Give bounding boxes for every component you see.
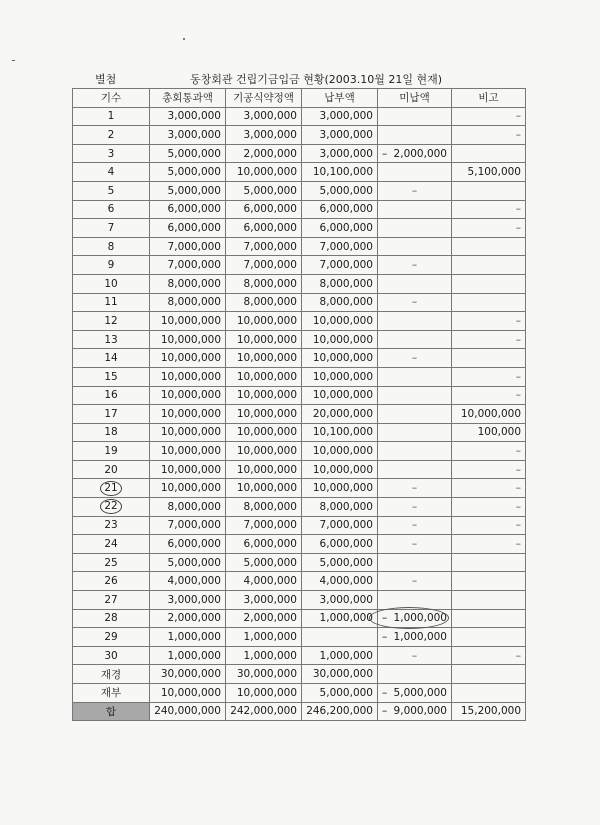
table-row — [73, 330, 526, 349]
cell-no — [73, 609, 150, 628]
cell-no — [73, 479, 150, 498]
cell-unpaid — [378, 367, 452, 386]
table-row — [73, 572, 526, 591]
cell-pledge: 8,000,000 — [226, 498, 302, 517]
class-no: 재경 — [100, 668, 122, 681]
cell-paid: 10,000,000 — [302, 349, 378, 368]
cell-pledge: 1,000,000 — [226, 646, 302, 665]
table-row — [73, 237, 526, 256]
table-row — [73, 386, 526, 405]
class-no: 17 — [104, 407, 118, 420]
cell-note — [452, 609, 526, 628]
table-row — [73, 460, 526, 479]
cell-total: 1,000,000 — [150, 628, 226, 647]
cell-unpaid — [378, 386, 452, 405]
cell-total: 6,000,000 — [150, 535, 226, 554]
cell-paid: 3,000,000 — [302, 126, 378, 145]
minus-sign: – — [382, 147, 388, 160]
cell-paid: 7,000,000 — [302, 256, 378, 275]
cell-unpaid — [378, 628, 452, 647]
cell-no — [73, 219, 150, 238]
handwritten-oval-mark — [369, 607, 449, 629]
cell-pledge: 5,000,000 — [226, 181, 302, 200]
cell-total: 10,000,000 — [150, 684, 226, 703]
table-row — [73, 553, 526, 572]
table-row — [73, 516, 526, 535]
cell-note — [452, 572, 526, 591]
cell-unpaid: – — [378, 646, 452, 665]
table-row — [73, 423, 526, 442]
cell-pledge: 6,000,000 — [226, 200, 302, 219]
cell-note — [452, 293, 526, 312]
cell-note: – — [452, 479, 526, 498]
cell-note — [452, 628, 526, 647]
table-body — [73, 107, 526, 721]
total-row — [73, 702, 526, 721]
cell-unpaid: – — [378, 349, 452, 368]
cell-total: 10,000,000 — [150, 423, 226, 442]
cell-pledge: 8,000,000 — [226, 293, 302, 312]
cell-note — [452, 591, 526, 610]
cell-paid: 7,000,000 — [302, 516, 378, 535]
cell-note: 15,200,000 — [452, 702, 526, 721]
cell-pledge: 8,000,000 — [226, 274, 302, 293]
class-no: 26 — [104, 575, 118, 588]
cell-paid: 1,000,000 — [302, 646, 378, 665]
cell-pledge: 10,000,000 — [226, 349, 302, 368]
circled-class-no: 21 — [100, 481, 121, 496]
class-no: 6 — [107, 203, 115, 216]
cell-paid: 10,100,000 — [302, 163, 378, 182]
cell-paid: 8,000,000 — [302, 498, 378, 517]
cell-total: 8,000,000 — [150, 293, 226, 312]
cell-note: – — [452, 535, 526, 554]
cell-no — [73, 665, 150, 684]
class-no: 28 — [104, 612, 118, 625]
cell-no — [73, 312, 150, 331]
class-no: 16 — [104, 389, 118, 402]
cell-note: – — [452, 498, 526, 517]
col-header-remarks: 비고 — [452, 89, 526, 108]
cell-paid: 20,000,000 — [302, 405, 378, 424]
cell-paid: 10,000,000 — [302, 460, 378, 479]
cell-pledge: 10,000,000 — [226, 386, 302, 405]
class-no: 15 — [104, 370, 118, 383]
cell-unpaid — [378, 200, 452, 219]
cell-no — [73, 163, 150, 182]
cell-no — [73, 367, 150, 386]
cell-total: 4,000,000 — [150, 572, 226, 591]
table-row — [73, 498, 526, 517]
cell-total: 10,000,000 — [150, 386, 226, 405]
cell-unpaid — [378, 107, 452, 126]
cell-total: 7,000,000 — [150, 237, 226, 256]
cell-note: – — [452, 219, 526, 238]
cell-pledge: 7,000,000 — [226, 256, 302, 275]
cell-pledge: 10,000,000 — [226, 312, 302, 331]
cell-note — [452, 256, 526, 275]
cell-pledge: 10,000,000 — [226, 423, 302, 442]
cell-total: 3,000,000 — [150, 126, 226, 145]
cell-unpaid — [378, 665, 452, 684]
cell-unpaid — [378, 405, 452, 424]
cell-unpaid — [378, 126, 452, 145]
table-row — [73, 535, 526, 554]
cell-total: 10,000,000 — [150, 367, 226, 386]
col-header-unpaid-amount: 미납액 — [378, 89, 452, 108]
col-header-paid-amount: 납부액 — [302, 89, 378, 108]
cell-unpaid — [378, 163, 452, 182]
col-header-general-meeting-amount: 총회통과액 — [150, 89, 226, 108]
cell-total: 3,000,000 — [150, 107, 226, 126]
cell-paid: 10,000,000 — [302, 442, 378, 461]
cell-note — [452, 665, 526, 684]
cell-unpaid — [378, 460, 452, 479]
cell-note — [452, 349, 526, 368]
document-title: 동창회관 건립기금입금 현황(2003.10월 21일 현재) — [190, 73, 443, 86]
cell-no — [73, 405, 150, 424]
cell-no — [73, 423, 150, 442]
class-no: 14 — [104, 352, 118, 365]
class-no: 13 — [104, 333, 118, 346]
cell-note: – — [452, 386, 526, 405]
cell-no — [73, 498, 150, 517]
class-no: 1 — [107, 110, 115, 123]
cell-note — [452, 553, 526, 572]
cell-total: 3,000,000 — [150, 591, 226, 610]
cell-no — [73, 572, 150, 591]
class-no: 10 — [104, 277, 118, 290]
cell-paid: 246,200,000 — [302, 702, 378, 721]
cell-no — [73, 144, 150, 163]
cell-total: 2,000,000 — [150, 609, 226, 628]
cell-paid: 5,000,000 — [302, 553, 378, 572]
cell-pledge: 10,000,000 — [226, 460, 302, 479]
cell-unpaid: – — [378, 572, 452, 591]
cell-paid: 5,000,000 — [302, 684, 378, 703]
cell-pledge: 10,000,000 — [226, 367, 302, 386]
cell-paid: 3,000,000 — [302, 144, 378, 163]
cell-total: 5,000,000 — [150, 163, 226, 182]
cell-pledge: 2,000,000 — [226, 609, 302, 628]
cell-total: 8,000,000 — [150, 274, 226, 293]
cell-no — [73, 646, 150, 665]
cell-pledge: 10,000,000 — [226, 163, 302, 182]
col-header-class-no: 기수 — [73, 89, 150, 108]
table-row — [73, 405, 526, 424]
table-row — [73, 144, 526, 163]
cell-note: – — [452, 312, 526, 331]
table-row — [73, 442, 526, 461]
cell-note: – — [452, 200, 526, 219]
cell-paid: 8,000,000 — [302, 274, 378, 293]
cell-note: – — [452, 646, 526, 665]
class-no: 23 — [104, 519, 118, 532]
cell-pledge: 6,000,000 — [226, 535, 302, 554]
cell-total: 10,000,000 — [150, 349, 226, 368]
minus-sign: – — [382, 612, 388, 625]
class-no: 27 — [104, 593, 118, 606]
minus-sign: – — [382, 631, 388, 644]
cell-unpaid: – — [378, 256, 452, 275]
cell-total: 6,000,000 — [150, 219, 226, 238]
cell-unpaid: – — [378, 498, 452, 517]
cell-paid — [302, 628, 378, 647]
cell-total: 10,000,000 — [150, 330, 226, 349]
cell-unpaid: – — [378, 181, 452, 200]
cell-unpaid — [378, 219, 452, 238]
unpaid-amount: 9,000,000 — [393, 705, 447, 718]
cell-total: 5,000,000 — [150, 553, 226, 572]
cell-no — [73, 126, 150, 145]
cell-unpaid: – — [378, 535, 452, 554]
class-no: 24 — [104, 538, 118, 551]
minus-sign: – — [382, 705, 388, 718]
attachment-label: 별첨 — [95, 73, 117, 86]
cell-no — [73, 684, 150, 703]
cell-total: 240,000,000 — [150, 702, 226, 721]
class-no: 20 — [104, 463, 118, 476]
class-no: 9 — [107, 259, 115, 272]
cell-note — [452, 181, 526, 200]
table-row — [73, 126, 526, 145]
cell-no — [73, 349, 150, 368]
cell-note: – — [452, 330, 526, 349]
cell-unpaid: – — [378, 516, 452, 535]
cell-note: – — [452, 516, 526, 535]
table-row — [73, 163, 526, 182]
cell-note: – — [452, 442, 526, 461]
table-row — [73, 609, 526, 628]
cell-unpaid — [378, 274, 452, 293]
cell-no — [73, 330, 150, 349]
cell-no — [73, 181, 150, 200]
class-no: 4 — [107, 166, 115, 179]
class-no: 12 — [104, 314, 118, 327]
cell-no — [73, 200, 150, 219]
cell-pledge: 3,000,000 — [226, 107, 302, 126]
cell-paid: 6,000,000 — [302, 535, 378, 554]
cell-note — [452, 274, 526, 293]
cell-paid: 10,000,000 — [302, 330, 378, 349]
class-no: 19 — [104, 445, 118, 458]
cell-total: 5,000,000 — [150, 181, 226, 200]
cell-total: 8,000,000 — [150, 498, 226, 517]
cell-total: 6,000,000 — [150, 200, 226, 219]
class-no: 18 — [104, 426, 118, 439]
cell-no — [73, 256, 150, 275]
cell-note: – — [452, 107, 526, 126]
cell-no — [73, 535, 150, 554]
cell-no — [73, 628, 150, 647]
class-no: 25 — [104, 556, 118, 569]
cell-pledge: 7,000,000 — [226, 237, 302, 256]
class-no: 8 — [107, 240, 115, 253]
minus-sign: – — [382, 686, 388, 699]
class-no: 7 — [107, 221, 115, 234]
class-no: 합 — [105, 705, 117, 718]
cell-pledge: 3,000,000 — [226, 591, 302, 610]
cell-pledge: 7,000,000 — [226, 516, 302, 535]
unpaid-amount: 2,000,000 — [393, 147, 447, 160]
cell-unpaid — [378, 423, 452, 442]
cell-pledge: 30,000,000 — [226, 665, 302, 684]
cell-paid: 3,000,000 — [302, 591, 378, 610]
unpaid-amount: 1,000,000 — [393, 631, 447, 644]
cell-pledge: 5,000,000 — [226, 553, 302, 572]
cell-paid: 1,000,000 — [302, 609, 378, 628]
cell-total: 1,000,000 — [150, 646, 226, 665]
table-row — [73, 591, 526, 610]
col-header-groundbreaking-pledge: 기공식약정액 — [226, 89, 302, 108]
document-header — [95, 71, 515, 87]
cell-unpaid — [378, 237, 452, 256]
cell-paid: 7,000,000 — [302, 237, 378, 256]
cell-no — [73, 386, 150, 405]
cell-unpaid — [378, 312, 452, 331]
table-row — [73, 219, 526, 238]
cell-pledge: 1,000,000 — [226, 628, 302, 647]
cell-unpaid — [378, 330, 452, 349]
cell-no — [73, 516, 150, 535]
scan-speck — [183, 38, 185, 40]
cell-paid: 10,000,000 — [302, 367, 378, 386]
unpaid-amount: 5,000,000 — [393, 686, 447, 699]
scan-speck — [12, 60, 15, 61]
cell-pledge: 10,000,000 — [226, 330, 302, 349]
cell-no — [73, 442, 150, 461]
table-row — [73, 293, 526, 312]
class-no: 30 — [104, 649, 118, 662]
cell-pledge: 10,000,000 — [226, 684, 302, 703]
cell-note: – — [452, 367, 526, 386]
table-row — [73, 479, 526, 498]
table-row — [73, 274, 526, 293]
cell-note: – — [452, 460, 526, 479]
cell-no — [73, 460, 150, 479]
cell-no — [73, 274, 150, 293]
cell-note: 5,100,000 — [452, 163, 526, 182]
table-row — [73, 628, 526, 647]
cell-total: 7,000,000 — [150, 256, 226, 275]
cell-total: 10,000,000 — [150, 460, 226, 479]
table-row — [73, 646, 526, 665]
cell-unpaid — [378, 702, 452, 721]
cell-paid: 6,000,000 — [302, 200, 378, 219]
table-row — [73, 312, 526, 331]
cell-pledge: 10,000,000 — [226, 479, 302, 498]
cell-total: 10,000,000 — [150, 312, 226, 331]
cell-total: 10,000,000 — [150, 479, 226, 498]
table-row — [73, 349, 526, 368]
cell-paid: 10,000,000 — [302, 312, 378, 331]
cell-paid: 4,000,000 — [302, 572, 378, 591]
cell-note — [452, 684, 526, 703]
cell-unpaid — [378, 144, 452, 163]
table-header-row — [73, 89, 526, 108]
table-row — [73, 107, 526, 126]
unpaid-amount: 1,000,000 — [393, 612, 447, 625]
circled-class-no: 22 — [100, 499, 121, 514]
cell-paid: 6,000,000 — [302, 219, 378, 238]
table-row — [73, 181, 526, 200]
cell-note: 10,000,000 — [452, 405, 526, 424]
table-row — [73, 665, 526, 684]
class-no: 5 — [107, 184, 115, 197]
cell-no — [73, 553, 150, 572]
cell-pledge: 242,000,000 — [226, 702, 302, 721]
cell-paid: 8,000,000 — [302, 293, 378, 312]
cell-pledge: 10,000,000 — [226, 405, 302, 424]
class-no: 2 — [107, 128, 115, 141]
table-row — [73, 200, 526, 219]
fund-deposit-table — [72, 88, 526, 721]
cell-pledge: 10,000,000 — [226, 442, 302, 461]
class-no: 29 — [104, 631, 118, 644]
cell-total: 30,000,000 — [150, 665, 226, 684]
cell-paid: 5,000,000 — [302, 181, 378, 200]
cell-pledge: 3,000,000 — [226, 126, 302, 145]
class-no: 11 — [104, 296, 118, 309]
cell-no — [73, 702, 150, 721]
cell-total: 7,000,000 — [150, 516, 226, 535]
cell-paid: 3,000,000 — [302, 107, 378, 126]
cell-paid: 10,100,000 — [302, 423, 378, 442]
cell-note: – — [452, 126, 526, 145]
cell-pledge: 4,000,000 — [226, 572, 302, 591]
class-no: 재부 — [100, 687, 122, 700]
cell-unpaid — [378, 442, 452, 461]
cell-no — [73, 293, 150, 312]
cell-no — [73, 107, 150, 126]
cell-note — [452, 144, 526, 163]
cell-no — [73, 591, 150, 610]
cell-unpaid: – — [378, 293, 452, 312]
cell-unpaid — [378, 553, 452, 572]
cell-total: 5,000,000 — [150, 144, 226, 163]
cell-paid: 10,000,000 — [302, 479, 378, 498]
cell-total: 10,000,000 — [150, 405, 226, 424]
cell-note: 100,000 — [452, 423, 526, 442]
cell-pledge: 2,000,000 — [226, 144, 302, 163]
cell-paid: 30,000,000 — [302, 665, 378, 684]
table-row — [73, 256, 526, 275]
table-row — [73, 367, 526, 386]
cell-total: 10,000,000 — [150, 442, 226, 461]
table-row — [73, 684, 526, 703]
cell-pledge: 6,000,000 — [226, 219, 302, 238]
cell-note — [452, 237, 526, 256]
cell-paid: 10,000,000 — [302, 386, 378, 405]
class-no: 3 — [107, 147, 115, 160]
cell-unpaid: – — [378, 479, 452, 498]
cell-no — [73, 237, 150, 256]
cell-unpaid — [378, 684, 452, 703]
